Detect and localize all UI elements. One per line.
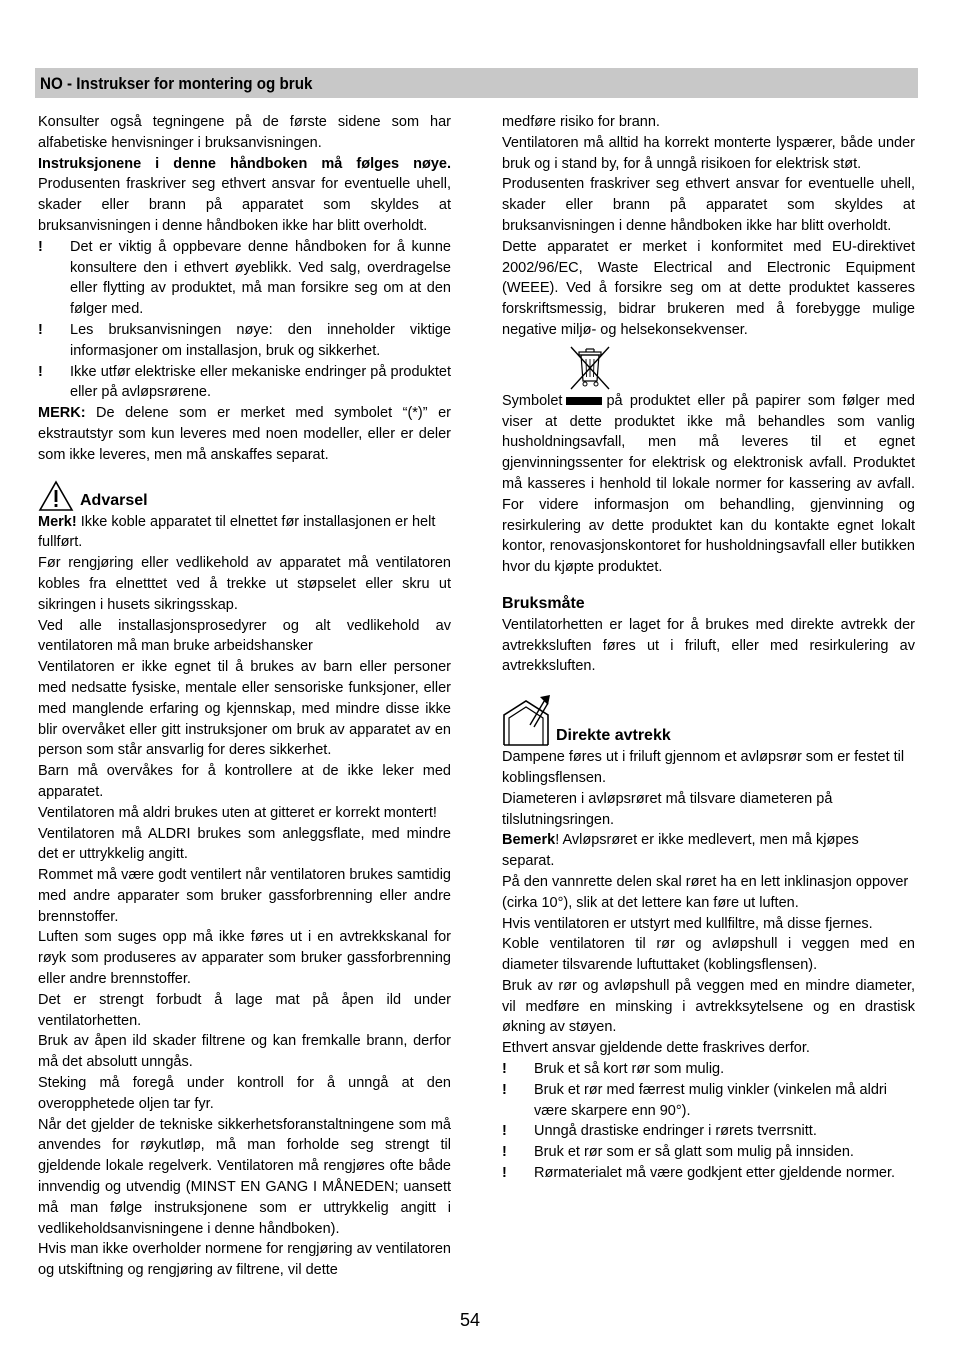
warning-heading <box>38 480 451 512</box>
crossed-bin-icon <box>566 343 614 391</box>
direct-exhaust-title: Direkte avtrekk <box>556 727 671 745</box>
paragraph: Dampene føres ut i friluft gjennom et avløpsrør som er festet til koblingsflensen. <box>502 749 905 786</box>
paragraph: Bruk av åpen ild skader filtrene og kan fremkalle brann, derfor må det absolutt unngås. <box>38 1033 451 1071</box>
paragraph: medføre risiko for brann. <box>502 114 660 130</box>
list-item-text: Bruk et rør med færrest mulig vinkler (vinkelen må aldri være skarpere enn 90°). <box>534 1081 887 1119</box>
left-column <box>38 112 451 1281</box>
paragraph: Hvis ventilatoren er utstyrt med kullfiltre, må disse fjernes. <box>502 915 873 932</box>
paragraph: Ventilatoren må ALDRI brukes som anleggsflate, med mindre det er uttrykkelig angitt. <box>38 825 451 863</box>
weee-symbol <box>502 343 915 391</box>
paragraph: Hvis man ikke overholder normene for rengjøring av ventilatoren og utskiftning og rengjøring av filtrene, vil dette <box>38 1241 451 1279</box>
list-item-text: Unngå drastiske endringer i rørets tverrsnitt. <box>534 1123 817 1140</box>
merk-text: De delene som er merket med symbolet “(*)” er ekstrautstyr som kun leveres med noen modeller, eller er deler som ikke leveres, men må anskaffes separat. <box>38 405 451 463</box>
paragraph: Barn må overvåkes for å kontrollere at de ikke leker med apparatet. <box>38 763 451 800</box>
merk-label: MERK: <box>38 405 86 422</box>
paragraph: Ethvert ansvar gjeldende dette fraskrives derfor. <box>502 1040 810 1057</box>
list-item <box>502 1121 915 1142</box>
list-item <box>502 1163 915 1184</box>
warning-text: Ikke koble apparatet til elnettet før installasjonen er helt fullført. <box>38 513 436 551</box>
merk-paragraph <box>38 403 451 465</box>
symbol-text: på produktet eller på papirer som følger med viser at dette produktet ikke må behandles som vanlig husholdningsavfall, men må leveres til et egnet gjenvinningssenter for elektrisk og elektronisk avfall. Produktet må kasseres i henhold til lokale normer for kassering av avfall. For videre informasjon om behandling, gjenvinning og resirkulering av dette produktet kan du kontakte egnet lokalt kontor, renovasjonskontoret for husholdningsavfall eller butikken hvor du kjøpte produktet. <box>502 392 915 576</box>
list-item <box>502 1059 915 1080</box>
symbol-paragraph <box>502 391 915 578</box>
paragraph: Ventilatoren må aldri brukes uten at gitteret er korrekt montert! <box>38 804 437 821</box>
list-item-text: Bruk et rør som er så glatt som mulig på innsiden. <box>534 1144 854 1161</box>
bemerk-text: ! Avløpsrøret er ikke medlevert, men må kjøpes separat. <box>502 832 859 870</box>
instructions-text: Produsenten fraskriver seg ethvert ansvar for eventuelle uhell, skader eller brann på apparatet som skyldes at bruksanvisningen i denne håndboken ikke har blitt overholdt. <box>38 176 451 234</box>
exclamation-icon: ! <box>502 1123 507 1140</box>
section-header-bar <box>35 68 918 98</box>
page-number: 54 <box>460 1310 481 1330</box>
paragraph: Luften som suges opp må ikke føres ut i en avtrekkskanal for røyk som produseres av apparater som bruker gassforbrenning eller andre brennstoffer. <box>38 929 451 988</box>
paragraph: På den vannrette delen skal røret ha en lett inklinasjon oppover (cirka 10°), slik at det lettere kan føre ut luften. <box>502 873 909 911</box>
list-item-text: Rørmaterialet må være godkjent etter gjeldende normer. <box>534 1165 896 1182</box>
paragraph: Steking må foregå under kontroll for å unngå at den overopphetede oljen tar fyr. <box>38 1075 451 1112</box>
paragraph: Ventilatoren er ikke egnet til å brukes av barn eller personer med nedsatte fysiske, mentale eller sensoriske funksjoner, eller med manglende erfaring og kjennskap, med mindre disse ikke blir overvåket eller gitt instruksjoner om bruk av apparatet av en person som står ansvarlig for deres sikkerhet. <box>38 659 451 759</box>
exclamation-icon: ! <box>38 363 43 380</box>
house-exhaust-icon <box>502 695 552 747</box>
exclamation-icon: ! <box>38 321 43 338</box>
exclamation-icon: ! <box>502 1165 507 1182</box>
paragraph: Det er strengt forbudt å lage mat på åpen ild under ventilatorhetten. <box>38 991 451 1029</box>
black-bar-symbol <box>566 397 602 405</box>
right-column <box>502 112 915 1184</box>
intro-paragraph: Konsulter også tegningene på de første sidene som har alfabetiske henvisninger i bruksanvisningen. <box>38 114 451 151</box>
list-item-text: Bruk et så kort rør som mulig. <box>534 1061 725 1078</box>
paragraph: Koble ventilatoren til rør og avløpshull i veggen med en diameter tilsvarende luftuttaket (koblingsflensen). <box>502 936 915 974</box>
list-item-text: Det er viktig å oppbevare denne håndboken for å kunne konsultere den i ethvert øyeblikk. Ved salg, overdragelse eller flytting av produktet, må man forsikre seg om at den følger med. <box>70 238 451 318</box>
paragraph: Diameteren i avløpsrøret må tilsvare diameteren på tilslutningsringen. <box>502 790 833 828</box>
paragraph: Produsenten fraskriver seg ethvert ansvar for eventuelle uhell, skader eller brann på apparatet som skyldes at bruksanvisningen i denne håndboken ikke har blitt overholdt. <box>502 176 915 234</box>
paragraph: Før rengjøring eller vedlikehold av apparatet må ventilatoren kobles fra elnetttet ved å trekke ut støpselet eller skru ut sikringen i husets sikringsskap. <box>38 555 451 613</box>
list-item-text: Ikke utfør elektriske eller mekaniske endringer på produktet eller på avløpsrørene. <box>70 363 451 401</box>
list-item <box>38 320 451 362</box>
instructions-paragraph <box>38 154 451 237</box>
bemerk-label: Bemerk <box>502 832 556 849</box>
warning-paragraph <box>38 512 451 554</box>
exclamation-icon: ! <box>502 1144 507 1161</box>
exclamation-icon: ! <box>502 1081 507 1098</box>
list-item <box>38 362 451 404</box>
exclamation-icon: ! <box>38 238 43 255</box>
paragraph: Ventilatoren må alltid ha korrekt monterte lyspærer, både under bruk og i stand by, for å unngå risikoen for elektrisk støt. <box>502 134 915 172</box>
list-item <box>502 1142 915 1163</box>
paragraph: Rommet må være godt ventilert når ventilatoren brukes samtidig med andre apparater som bruker gassforbrenning eller andre brennstoffer. <box>38 867 451 925</box>
list-item <box>502 1080 915 1122</box>
instructions-bold: Instruksjonene i denne håndboken må følges nøye. <box>38 155 451 172</box>
direct-exhaust-heading <box>502 695 915 747</box>
paragraph: Bruk av rør og avløpshull på veggen med en mindre diameter, vil medføre en minsking i avtrekksytelsene og en drastisk økning av støyen. <box>502 977 915 1036</box>
spacer <box>502 578 915 594</box>
symbol-label: Symbolet <box>502 392 563 409</box>
paragraph: Dette apparatet er merket i konformitet med EU-direktivet 2002/96/EC, Waste Electrical and Electronic Equipment (WEEE). Ved å forsikre seg om at dette produktet kasseres forskriftsmessig, bidrar brukeren med å forebygge mulige negative miljø- og helsekonsekvenser. <box>502 238 915 338</box>
paragraph: Når det gjelder de tekniske sikkerhetsforanstaltningene som må anvendes for røykutløp, må man forholde seg strengt til gjeldende lokale regelverk. Ventilatoren må rengjøres ofte både innvendig og utvendig (MINST EN GANG I MÅNEDEN; uansett må man følge instruksjonene som er uttrykkelig angitt i vedlikeholdsanvisningene i denne håndboken). <box>38 1116 451 1237</box>
list-item <box>38 237 451 320</box>
exclamation-icon: ! <box>502 1061 507 1078</box>
usage-title: Bruksmåte <box>502 594 585 612</box>
list-item-text: Les bruksanvisningen nøye: den inneholder viktige informasjoner om installasjon, bruk og sikkerhet. <box>70 321 451 359</box>
usage-paragraph: Ventilatorhetten er laget for å brukes med direkte avtrekk der avtrekksluften føres ut i friluft, eller med resirkulering av avtrekksluften. <box>502 616 915 675</box>
warning-triangle-icon <box>38 480 74 512</box>
paragraph: Ved alle installasjonsprosedyrer og alt vedlikehold av ventilatoren må man bruke arbeidshansker <box>38 617 451 655</box>
warning-title: Advarsel <box>80 491 148 509</box>
section-title: NO - Instrukser for montering og bruk <box>40 75 313 93</box>
bemerk-paragraph <box>502 830 915 872</box>
warning-label: Merk! <box>38 513 77 530</box>
